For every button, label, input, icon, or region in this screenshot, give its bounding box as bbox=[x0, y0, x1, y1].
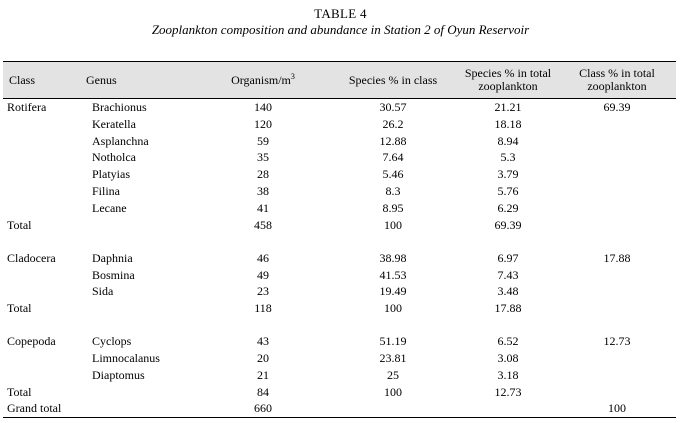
cell-species-pct-total: 21.21 bbox=[494, 99, 522, 114]
cell-genus: Platyias bbox=[92, 167, 130, 182]
table-row bbox=[3, 99, 676, 116]
table-title: Zooplankton composition and abundance in Station 2 of Oyun Reservoir bbox=[151, 22, 530, 37]
cell-class-pct-total: 69.39 bbox=[603, 99, 631, 114]
cell-class bbox=[3, 283, 80, 300]
cell-class-pct-total: 17.88 bbox=[603, 250, 631, 265]
cell-species-pct-class: 23.81 bbox=[379, 350, 407, 365]
table-row bbox=[3, 267, 676, 284]
table-row bbox=[3, 384, 676, 401]
cell-genus bbox=[80, 384, 198, 401]
table-row bbox=[3, 300, 676, 317]
cell-class: Copepoda bbox=[7, 334, 56, 349]
spacer-row bbox=[3, 234, 676, 250]
cell-species-pct-class bbox=[328, 401, 458, 418]
cell-class bbox=[3, 166, 80, 183]
cell-class: Total bbox=[7, 217, 32, 232]
cell-species-pct-class: 26.2 bbox=[382, 116, 404, 131]
header-organism bbox=[198, 62, 328, 99]
cell-species-pct-class: 12.88 bbox=[379, 133, 407, 148]
table-row bbox=[3, 250, 676, 267]
cell-organism: 59 bbox=[257, 133, 269, 148]
cell-species-pct-total: 8.94 bbox=[497, 133, 519, 148]
cell-class-pct-total bbox=[558, 166, 676, 183]
table-row bbox=[3, 217, 676, 234]
table-row bbox=[3, 116, 676, 133]
cell-class-pct-total bbox=[558, 133, 676, 150]
cell-class: Total bbox=[7, 384, 32, 399]
cell-species-pct-class: 41.53 bbox=[379, 267, 407, 282]
cell-species-pct-class: 8.3 bbox=[385, 184, 401, 199]
header-genus: Genus bbox=[86, 72, 117, 87]
cell-organism: 120 bbox=[254, 116, 272, 131]
cell-species-pct-total: 3.48 bbox=[497, 284, 519, 299]
table-label: TABLE 4 bbox=[314, 6, 367, 21]
cell-genus bbox=[80, 300, 198, 317]
cell-species-pct-class: 100 bbox=[384, 217, 402, 232]
cell-species-pct-class: 25 bbox=[387, 367, 399, 382]
table-row bbox=[3, 166, 676, 183]
cell-genus: Cyclops bbox=[92, 334, 132, 349]
cell-organism: 43 bbox=[257, 334, 269, 349]
cell-genus bbox=[80, 401, 198, 418]
spacer-row bbox=[3, 317, 676, 333]
cell-class-pct-total bbox=[558, 200, 676, 217]
cell-organism: 49 bbox=[257, 267, 269, 282]
cell-species-pct-class: 100 bbox=[384, 384, 402, 399]
cell-genus: Bosmina bbox=[92, 267, 135, 282]
cell-genus: Daphnia bbox=[92, 250, 133, 265]
cell-organism: 140 bbox=[254, 99, 272, 114]
cell-class-pct-total: 100 bbox=[608, 401, 626, 416]
cell-genus: Notholca bbox=[92, 150, 136, 165]
cell-organism: 20 bbox=[257, 350, 269, 365]
cell-class: Grand total bbox=[7, 401, 62, 416]
table-row bbox=[3, 283, 676, 300]
cell-species-pct-class: 8.95 bbox=[382, 200, 404, 215]
cell-class bbox=[3, 200, 80, 217]
cell-species-pct-class: 5.46 bbox=[382, 167, 404, 182]
header-organism-sup: 3 bbox=[290, 71, 295, 81]
cell-species-pct-class: 30.57 bbox=[379, 99, 407, 114]
cell-species-pct-total: 5.76 bbox=[497, 184, 519, 199]
cell-species-pct-total: 3.08 bbox=[497, 350, 519, 365]
header-species-pct-total-line2: zooplankton bbox=[478, 79, 538, 93]
cell-class-pct-total bbox=[558, 217, 676, 234]
cell-species-pct-total: 7.43 bbox=[497, 267, 519, 282]
cell-class bbox=[3, 150, 80, 167]
cell-class-pct-total: 12.73 bbox=[603, 334, 631, 349]
cell-organism: 21 bbox=[257, 367, 269, 382]
cell-species-pct-total: 3.18 bbox=[497, 367, 519, 382]
zooplankton-table bbox=[3, 61, 676, 418]
cell-species-pct-total: 6.97 bbox=[497, 250, 519, 265]
table-row bbox=[3, 401, 676, 418]
cell-species-pct-total: 6.52 bbox=[497, 334, 519, 349]
cell-class: Total bbox=[7, 301, 32, 316]
header-species-pct-class: Species % in class bbox=[348, 72, 438, 87]
cell-class: Cladocera bbox=[7, 250, 56, 265]
cell-class bbox=[3, 267, 80, 284]
table-row bbox=[3, 150, 676, 167]
cell-class-pct-total bbox=[558, 367, 676, 384]
cell-species-pct-class: 7.64 bbox=[382, 150, 404, 165]
cell-organism: 458 bbox=[254, 217, 272, 232]
spacer-cell bbox=[3, 234, 676, 250]
cell-species-pct-total: 6.29 bbox=[497, 200, 519, 215]
cell-organism: 84 bbox=[257, 384, 269, 399]
cell-class-pct-total bbox=[558, 267, 676, 284]
cell-species-pct-total: 69.39 bbox=[494, 217, 522, 232]
cell-genus: Asplanchna bbox=[92, 133, 149, 148]
cell-class bbox=[3, 133, 80, 150]
cell-species-pct-total: 18.18 bbox=[494, 116, 522, 131]
table-row bbox=[3, 333, 676, 350]
cell-genus: Brachionus bbox=[92, 99, 147, 114]
cell-organism: 38 bbox=[257, 184, 269, 199]
cell-class-pct-total bbox=[558, 116, 676, 133]
cell-organism: 35 bbox=[257, 150, 269, 165]
cell-class: Rotifera bbox=[7, 99, 47, 114]
cell-genus: Lecane bbox=[92, 200, 127, 215]
cell-class-pct-total bbox=[558, 150, 676, 167]
table-row bbox=[3, 183, 676, 200]
cell-species-pct-total: 17.88 bbox=[494, 301, 522, 316]
cell-organism: 46 bbox=[257, 250, 269, 265]
header-class-pct-total bbox=[558, 62, 676, 99]
cell-genus bbox=[80, 217, 198, 234]
cell-genus: Filina bbox=[92, 184, 121, 199]
cell-class bbox=[3, 183, 80, 200]
cell-organism: 23 bbox=[257, 284, 269, 299]
cell-class-pct-total bbox=[558, 183, 676, 200]
cell-genus: Sida bbox=[92, 284, 114, 299]
header-row bbox=[3, 62, 676, 99]
cell-species-pct-class: 38.98 bbox=[379, 250, 407, 265]
table-row bbox=[3, 350, 676, 367]
cell-class bbox=[3, 350, 80, 367]
cell-genus: Limnocalanus bbox=[92, 350, 160, 365]
cell-genus: Keratella bbox=[92, 116, 136, 131]
cell-organism: 41 bbox=[257, 200, 269, 215]
cell-class bbox=[3, 116, 80, 133]
cell-species-pct-total bbox=[458, 401, 558, 418]
header-class-pct-total-line2: zooplankton bbox=[587, 79, 647, 93]
cell-species-pct-class: 100 bbox=[384, 301, 402, 316]
header-class: Class bbox=[9, 72, 36, 87]
cell-species-pct-class: 51.19 bbox=[379, 334, 407, 349]
header-organism-text: Organism/m bbox=[231, 72, 291, 87]
cell-genus: Diaptomus bbox=[92, 367, 145, 382]
header-species-pct-total-line1: Species % in total bbox=[464, 66, 552, 80]
cell-organism: 28 bbox=[257, 167, 269, 182]
cell-organism: 660 bbox=[254, 401, 272, 416]
cell-class bbox=[3, 367, 80, 384]
header-class-pct-total-line1: Class % in total bbox=[579, 66, 655, 80]
table-row bbox=[3, 367, 676, 384]
cell-class-pct-total bbox=[558, 300, 676, 317]
cell-organism: 118 bbox=[254, 301, 272, 316]
header-species-pct-total bbox=[458, 62, 558, 99]
table-body bbox=[3, 99, 676, 418]
cell-species-pct-total: 12.73 bbox=[494, 384, 522, 399]
spacer-cell bbox=[3, 317, 676, 333]
cell-class-pct-total bbox=[558, 384, 676, 401]
table-row bbox=[3, 200, 676, 217]
cell-species-pct-total: 3.79 bbox=[497, 167, 519, 182]
table-row bbox=[3, 133, 676, 150]
cell-species-pct-class: 19.49 bbox=[379, 284, 407, 299]
cell-species-pct-total: 5.3 bbox=[500, 150, 516, 165]
cell-class-pct-total bbox=[558, 350, 676, 367]
cell-class-pct-total bbox=[558, 283, 676, 300]
